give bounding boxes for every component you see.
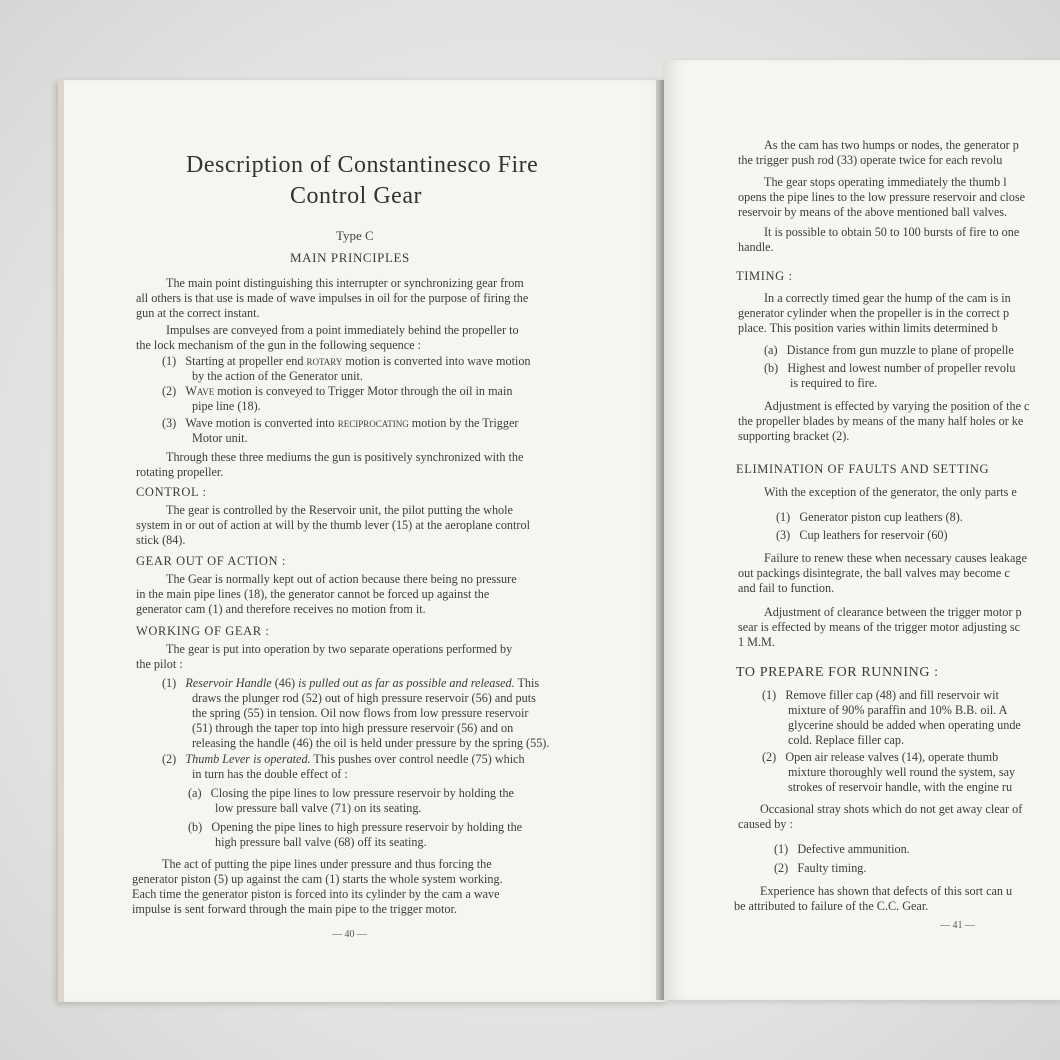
working-item-1: (1) Reservoir Handle (46) is pulled out as far as possible and released. This draws the plunger rod (52) out of high pressure reservoir (56) and puts the spring (55) in tension. Oil now flows from low pressure reservoir (51) through the taper top into high pressure reservoir (56) and on releasing the handle (46) the oil is held under pressure by the spring (55). xyxy=(162,676,550,750)
stray-item-1: (1) Defective ammunition. xyxy=(774,842,910,856)
timing-item-a: (a) Distance from gun muzzle to plane of propelle xyxy=(764,343,1014,357)
paragraph-cam: As the cam has two humps or nodes, the generator p the trigger push rod (33) operate twice for each revolu xyxy=(738,138,1019,167)
elimination-item-3: (3) Cup leathers for reservoir (60) xyxy=(776,528,948,542)
paragraph-stops: The gear stops operating immediately the thumb l opens the pipe lines to the low pressure reservoir and close reservoir by means of the above mentioned ball valves. xyxy=(738,175,1026,219)
prepare-item-1: (1) Remove filler cap (48) and fill reservoir wit mixture of 90% paraffin and 10% B.B. oil. A glycerine should be added when operating unde cold. Replace filler cap. xyxy=(762,688,1021,747)
paragraph-failure: Failure to renew these when necessary causes leakage out packings disintegrate, the ball valves may become c and fail to function. xyxy=(738,551,1027,595)
paragraph-final: The act of putting the pipe lines under pressure and thus forcing the generator piston (5) up against the cam (1) starts the whole system working. Each time the generator piston is forced into its cylinder by the cam a wave impulse is sent forward through the main pipe to the trigger motor. xyxy=(132,857,503,916)
paragraph-stray: Occasional stray shots which do not get away clear of caused by : xyxy=(738,802,1023,831)
gear-out-heading: GEAR OUT OF ACTION : xyxy=(136,554,286,568)
paragraph-clearance: Adjustment of clearance between the trigger motor p sear is effected by means of the trigger motor adjusting sc 1 M.M. xyxy=(738,605,1022,649)
working-item-2: (2) Thumb Lever is operated. This pushes over control needle (75) which in turn has the double effect of : xyxy=(162,752,525,781)
stray-item-2: (2) Faulty timing. xyxy=(774,861,867,875)
paragraph-mediums: Through these three mediums the gun is positively synchronized with the rotating propeller. xyxy=(136,450,524,479)
title-line-2: Control Gear xyxy=(290,183,422,209)
page-number-41: — 41 — xyxy=(940,920,975,931)
working-heading: WORKING OF GEAR : xyxy=(136,624,270,638)
sequence-item-1: (1) Starting at propeller end rotary motion is converted into wave motion by the action of the Generator unit. xyxy=(162,354,531,383)
sequence-item-2: (2) Wave motion is conveyed to Trigger Motor through the oil in main pipe line (18). xyxy=(162,384,513,413)
left-page xyxy=(58,80,668,1002)
paragraph-adjustment: Adjustment is effected by varying the position of the c the propeller blades by means of the many half holes or ke supporting bracket (2). xyxy=(738,399,1030,443)
title-line-1: Description of Constantinesco Fire xyxy=(186,152,539,178)
paragraph-working: The gear is put into operation by two separate operations performed by the pilot : xyxy=(136,642,513,671)
paragraph-experience: Experience has shown that defects of this sort can u be attributed to failure of the C.C. Gear. xyxy=(734,884,1013,913)
prepare-item-2: (2) Open air release valves (14), operate thumb mixture thoroughly well round the system, say strokes of reservoir handle, with the engine ru xyxy=(762,750,1016,794)
paragraph-intro: The main point distinguishing this interrupter or synchronizing gear from all others is that use is made of wave impulses in oil for the purpose of firing the gun at the correct instant. xyxy=(136,276,529,320)
working-subitem-b: (b) Opening the pipe lines to high pressure reservoir by holding the high pressure ball valve (68) off its seating. xyxy=(188,820,523,849)
page-number-40: — 40 — xyxy=(332,929,367,940)
paragraph-bursts: It is possible to obtain 50 to 100 bursts of fire to one handle. xyxy=(738,225,1020,254)
sequence-item-3: (3) Wave motion is converted into reciprocating motion by the Trigger Motor unit. xyxy=(162,416,519,445)
timing-heading: TIMING : xyxy=(736,269,793,283)
working-subitem-a: (a) Closing the pipe lines to low pressure reservoir by holding the low pressure ball valve (71) on its seating. xyxy=(188,786,514,815)
right-page xyxy=(664,60,1060,1000)
timing-item-b: (b) Highest and lowest number of propeller revolu is required to fire. xyxy=(764,361,1016,390)
control-heading: CONTROL : xyxy=(136,485,207,499)
paragraph-timing: In a correctly timed gear the hump of the cam is in generator cylinder when the propeller is in the correct p place. This position varies within limits determined b xyxy=(738,291,1011,335)
main-principles-heading: MAIN PRINCIPLES xyxy=(290,250,410,265)
type-label: Type C xyxy=(336,228,374,243)
paragraph-elimination: With the exception of the generator, the only parts e xyxy=(764,485,1017,499)
elimination-item-1: (1) Generator piston cup leathers (8). xyxy=(776,510,963,524)
paragraph-control: The gear is controlled by the Reservoir unit, the pilot putting the whole system in or out of action at will by the thumb lever (15) at the aeroplane control stick (84). xyxy=(136,503,530,547)
elimination-heading: ELIMINATION OF FAULTS AND SETTING xyxy=(736,462,990,476)
paragraph-gear-out: The Gear is normally kept out of action because there being no pressure in the main pipe lines (18), the generator cannot be forced up against the generator cam (1) and therefore receives no motion from it. xyxy=(136,572,517,616)
paragraph-impulses: Impulses are conveyed from a point immediately behind the propeller to the lock mechanism of the gun in the following sequence : xyxy=(136,323,519,352)
prepare-heading: TO PREPARE FOR RUNNING : xyxy=(736,665,939,680)
